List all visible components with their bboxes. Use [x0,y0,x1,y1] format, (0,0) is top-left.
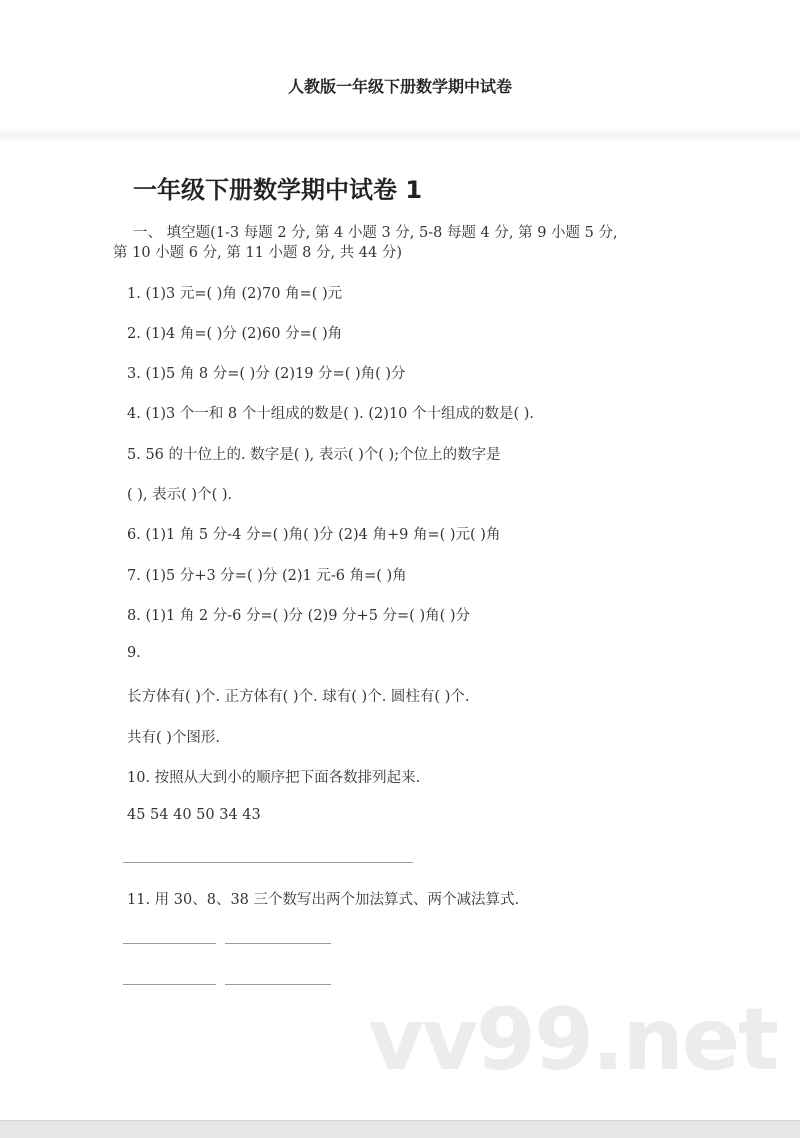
question-2: 2. (1)4 角=( )分 (2)60 分=( )角 [127,326,343,342]
answer-line-q11-1 [123,943,216,944]
section-instructions-line-1: 一、 填空题(1-3 每题 2 分, 第 4 小题 3 分, 5-8 每题 4 分, 第 9 小题 5 分, [133,225,618,241]
question-6: 6. (1)1 角 5 分-4 分=( )角( )分 (2)4 角+9 角=( )元( )角 [127,527,501,543]
answer-line-q10 [123,862,413,863]
question-5: 5. 56 的十位上的. 数字是( ), 表示( )个( );个位上的数字是 [127,447,501,463]
question-1: 1. (1)3 元=( )角 (2)70 角=( )元 [127,286,343,302]
answer-line-q11-3 [123,984,216,985]
question-9-total: 共有( )个图形. [127,730,221,746]
answer-line-q11-2 [225,943,331,944]
page-bottom-border [0,1120,800,1138]
question-5-continued: ( ), 表示( )个( ). [127,487,233,503]
question-10-numbers: 45 54 40 50 34 43 [127,807,261,823]
document-title: 人教版一年级下册数学期中试卷 [287,77,512,96]
question-9: 9. [127,645,141,661]
watermark: vv99.net [368,990,778,1090]
question-3: 3. (1)5 角 8 分=( )分 (2)19 分=( )角( )分 [127,366,406,382]
question-9-shapes: 长方体有( )个. 正方体有( )个. 球有( )个. 圆柱有( )个. [127,689,470,705]
question-11: 11. 用 30、8、38 三个数写出两个加法算式、两个减法算式. [127,892,520,908]
page-heading: 一年级下册数学期中试卷 1 [133,176,423,204]
question-10: 10. 按照从大到小的顺序把下面各数排列起来. [127,770,421,786]
section-instructions-line-2: 第 10 小题 6 分, 第 11 小题 8 分, 共 44 分) [113,245,402,261]
question-7: 7. (1)5 分+3 分=( )分 (2)1 元-6 角=( )角 [127,568,407,584]
answer-line-q11-4 [225,984,331,985]
page-separator [0,128,800,142]
question-4: 4. (1)3 个一和 8 个十组成的数是( ). (2)10 个十组成的数是( ). [127,406,535,422]
question-8: 8. (1)1 角 2 分-6 分=( )分 (2)9 分+5 分=( )角( )分 [127,608,471,624]
